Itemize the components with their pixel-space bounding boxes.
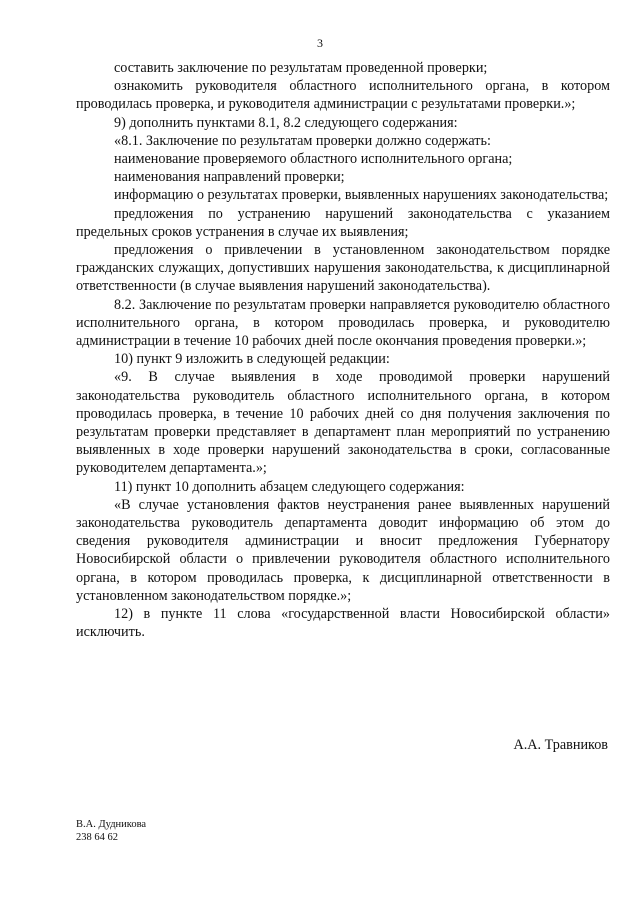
paragraph: ознакомить руководителя областного исполнительного органа, в котором проводилась проверка, и руководителя администрации с результатами проверки.»; — [76, 78, 610, 113]
paragraph: 9) дополнить пунктами 8.1, 8.2 следующего содержания: — [114, 114, 458, 131]
paragraph: предложения по устранению нарушений законодательства с указанием предельных сроков устранения в случае их выявления; — [76, 205, 610, 240]
page-number: 3 — [317, 36, 323, 50]
paragraph: информацию о результатах проверки, выявленных нарушениях законодательства; — [114, 187, 609, 204]
document-body — [76, 59, 610, 642]
paragraph: наименования направлений проверки; — [114, 169, 345, 186]
executor-phone: 238 64 62 — [76, 832, 118, 843]
paragraph: предложения о привлечении в установленном законодательством порядке гражданских служащих, допустивших нарушения законодательства, к дисциплинарной ответственности (в случае выявления нарушений законодательства). — [76, 242, 610, 295]
paragraph: 11) пункт 10 дополнить абзацем следующего содержания: — [114, 478, 465, 495]
signature: А.А. Травников — [513, 737, 608, 753]
executor-info — [76, 818, 146, 844]
paragraph: 12) в пункте 11 слова «государственной власти Новосибирской области» исключить. — [76, 606, 610, 641]
paragraph: «9. В случае выявления в ходе проводимой проверки нарушений законодательства руководитель областного исполнительного органа, в котором проводилась проверка, в течение 10 рабочих дней со дня получения заключения по результатам проверки представляет в департамент план мероприятий по устранению выявленных в ходе проверки нарушений законодательства в сроки, согласованные руководителем департамента.»; — [76, 369, 610, 477]
paragraph: наименование проверяемого областного исполнительного органа; — [114, 151, 513, 168]
paragraph: 8.2. Заключение по результатам проверки направляется руководителю областного исполнительного органа, в котором проводилась проверка, и руководителю администрации в течение 10 рабочих дней после окончания проведения проверки.»; — [76, 296, 610, 350]
paragraph: составить заключение по результатам проведенной проверки; — [114, 60, 488, 76]
executor-name: В.А. Дудникова — [76, 819, 147, 830]
paragraph: 10) пункт 9 изложить в следующей редакции: — [114, 351, 390, 368]
paragraph: «В случае установления фактов неустранения ранее выявленных нарушений законодательства руководитель департамента доводит информацию об этом до сведения руководителя администрации и вносит предложения Губернатору Новосибирской области о привлечении руководителя областного исполнительного органа, в котором проводилась проверка, к дисциплинарной ответственности в установленном законодательством порядке.»; — [76, 496, 610, 604]
paragraph: «8.1. Заключение по результатам проверки должно содержать: — [114, 132, 491, 149]
